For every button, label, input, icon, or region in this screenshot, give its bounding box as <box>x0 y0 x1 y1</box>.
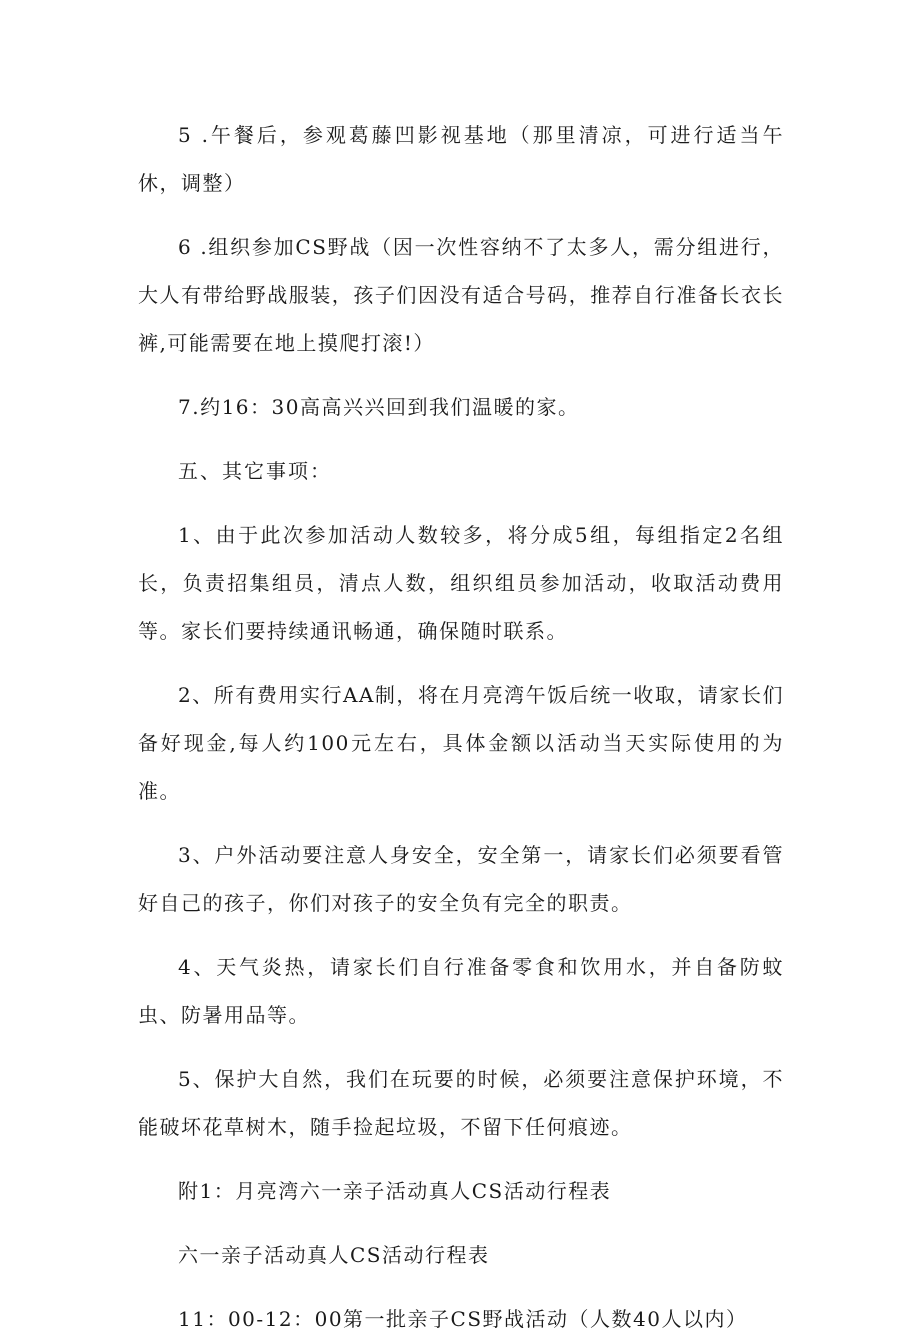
item-6-cs-field-game: 6 .组织参加CS野战（因一次性容纳不了太多人，需分组进行，大人有带给野战服装，孩子们因没有适合号码，推荐自行准备长衣长裤,可能需要在地上摸爬打滚!） <box>138 235 784 355</box>
item-5-lunch-visit: 5 .午餐后，参观葛藤凹影视基地（那里清凉，可进行适当午休，调整） <box>138 123 784 195</box>
note-2-fees: 2、所有费用实行AA制，将在月亮湾午饭后统一收取，请家长们备好现金,每人约100元左右，具体金额以活动当天实际使用的为准。 <box>138 683 784 803</box>
note-4-weather: 4、天气炎热，请家长们自行准备零食和饮用水，并自备防蚊虫、防暑用品等。 <box>138 955 784 1027</box>
appendix-title: 附1：月亮湾六一亲子活动真人CS活动行程表 <box>178 1179 612 1203</box>
note-1-groups: 1、由于此次参加活动人数较多，将分成5组，每组指定2名组长，负责招集组员，清点人数，组织组员参加活动，收取活动费用等。家长们要持续通讯畅通，确保随时联系。 <box>138 523 784 643</box>
note-5-environment: 5、保护大自然，我们在玩要的时候，必须要注意保护环境，不能破坏花草树木，随手捡起垃圾，不留下任何痕迹。 <box>138 1067 784 1139</box>
schedule-title: 六一亲子活动真人CS活动行程表 <box>178 1243 490 1267</box>
schedule-entry-first-batch: 11：00-12：00第一批亲子CS野战活动（人数40人以内） <box>178 1307 748 1331</box>
section-heading-other-matters: 五、其它事项： <box>178 459 332 483</box>
note-3-safety: 3、户外活动要注意人身安全，安全第一，请家长们必须要看管好自己的孩子，你们对孩子的安全负有完全的职责。 <box>138 843 784 915</box>
item-7-return-home: 7.约16：30高高兴兴回到我们温暖的家。 <box>178 395 580 419</box>
